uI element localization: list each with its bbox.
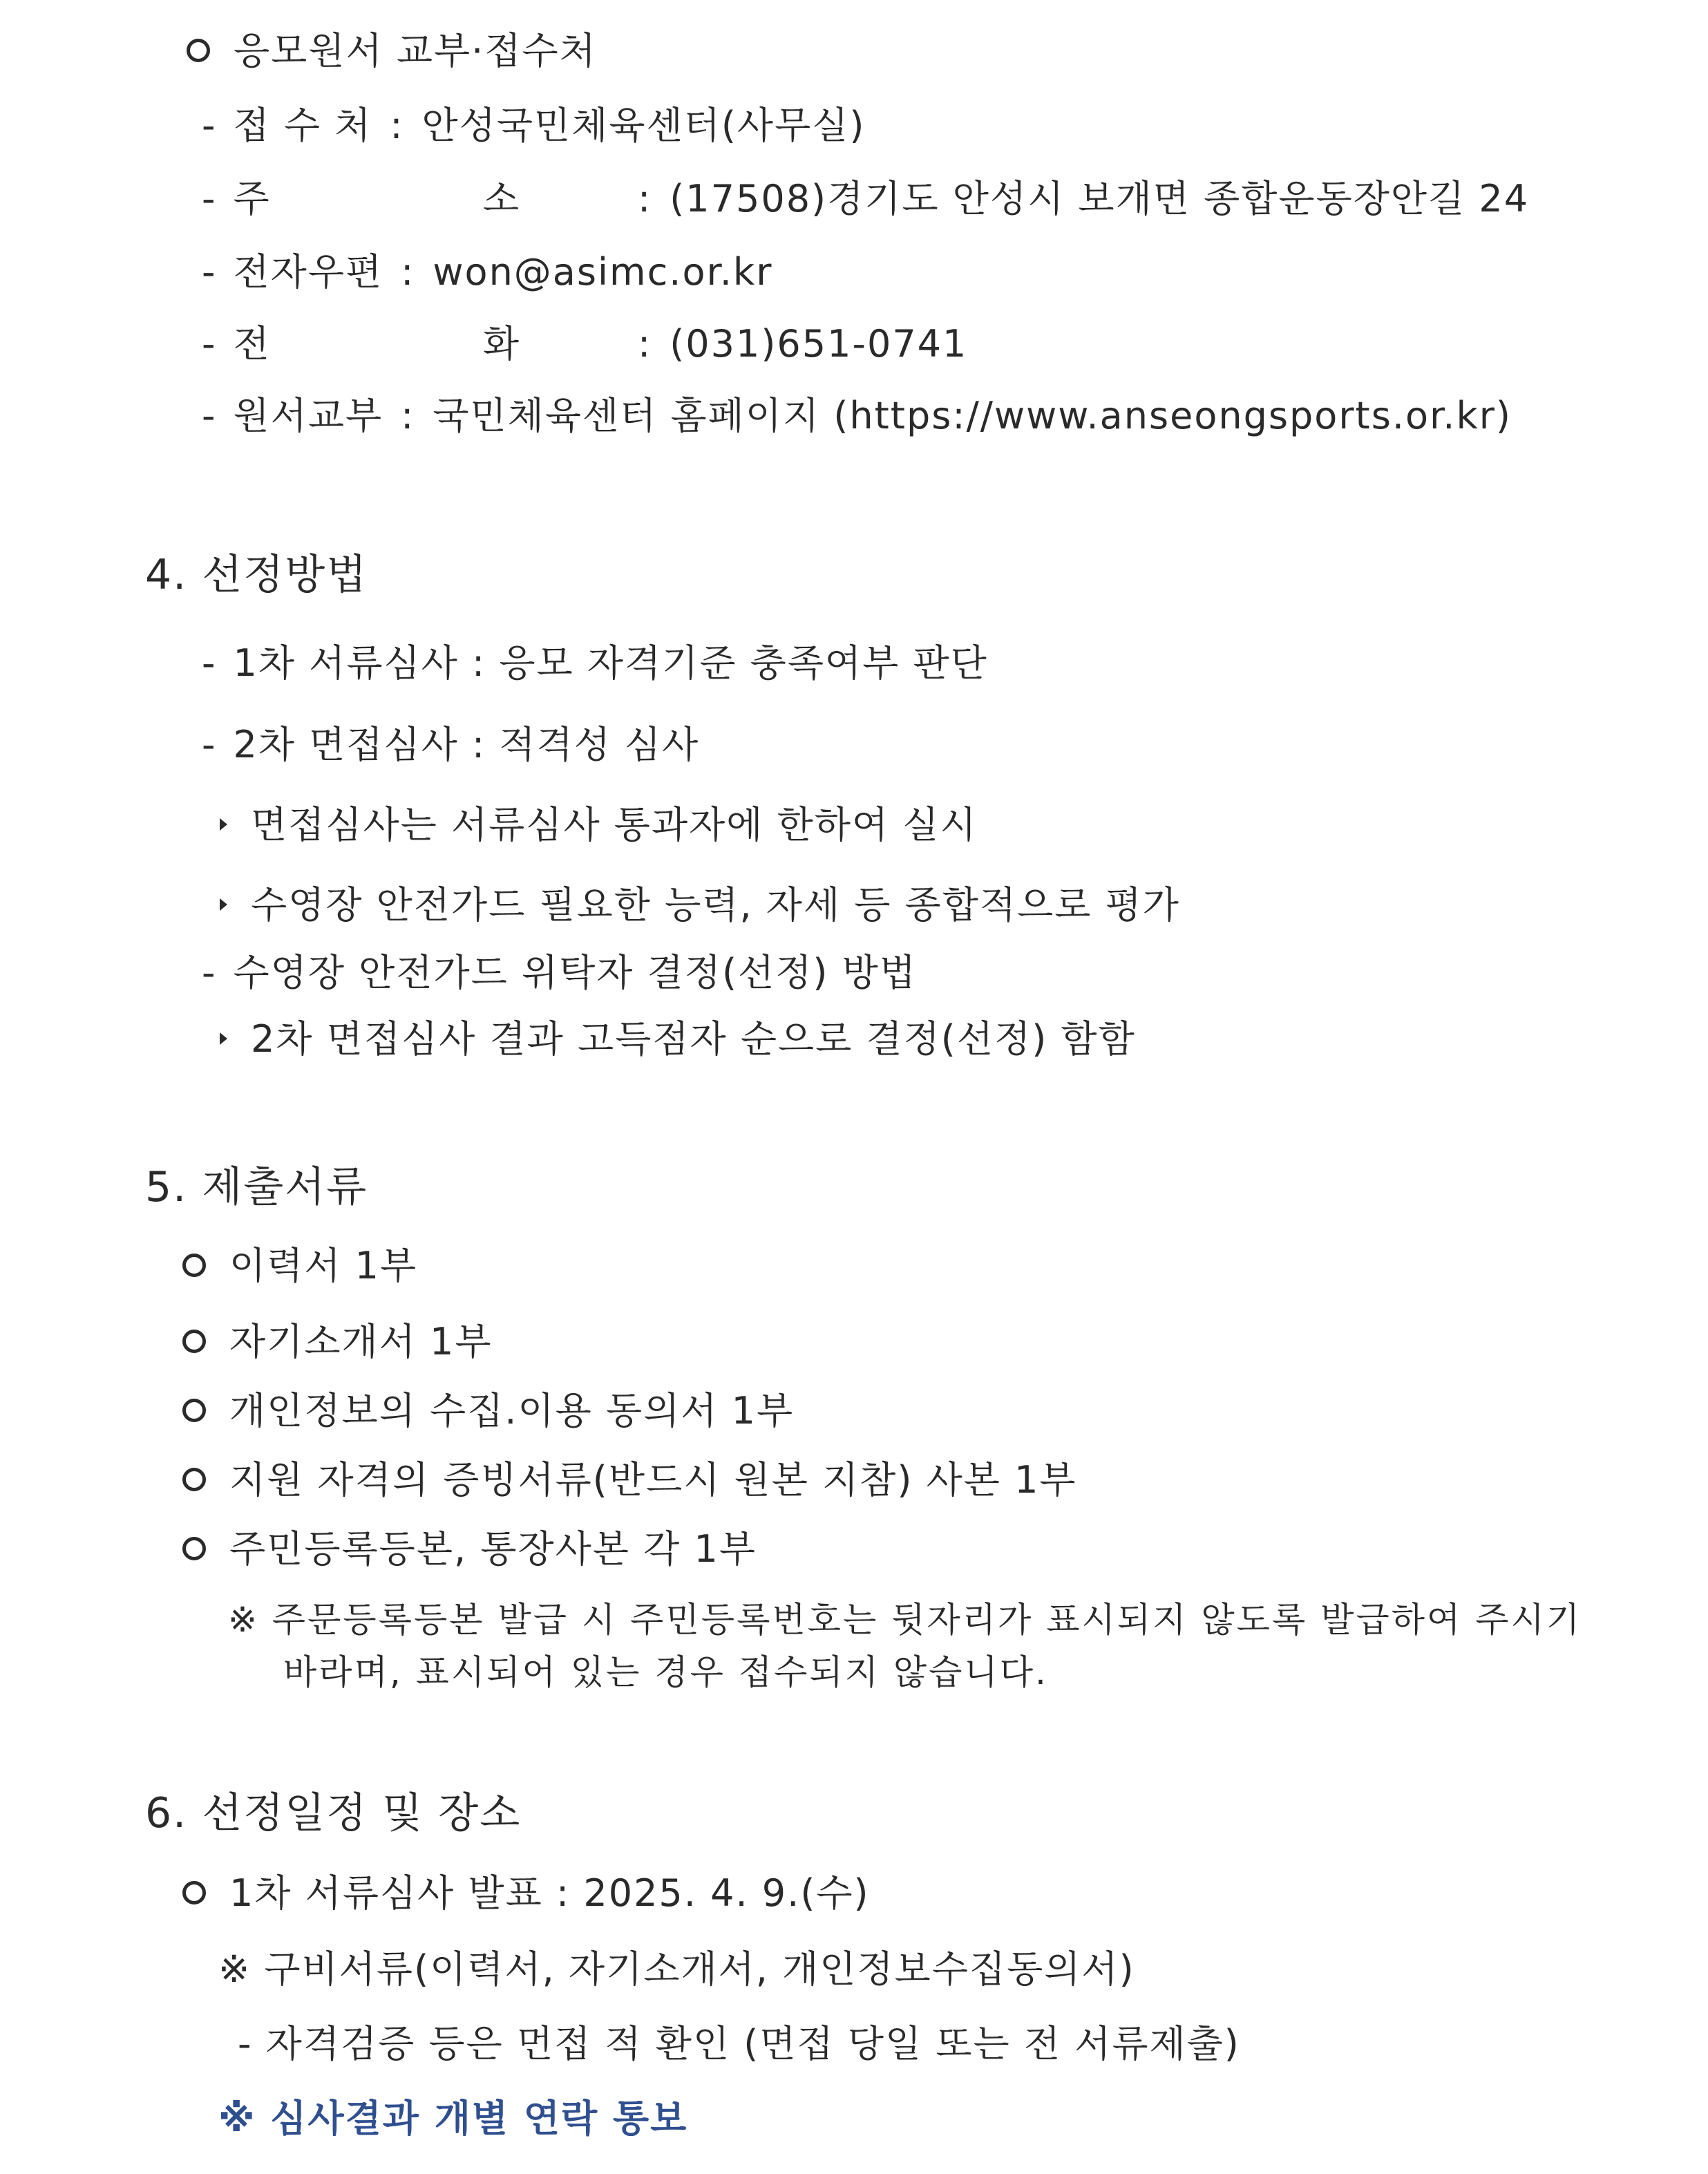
homepage-link[interactable]: 국민체육센터 홈페이지 (https://www.anseongsports.or.kr) [433, 394, 1512, 437]
contact-row-phone [202, 322, 967, 366]
application-location-item [187, 29, 597, 73]
triangle-bullet-icon [220, 898, 227, 911]
application-location-title: 응모원서 교부·접수처 [234, 29, 597, 73]
selection-step-text: 수영장 안전가드 위탁자 결정(선정) 방법 [233, 951, 917, 994]
selection-step-text: 1차 서류심사 : 응모 자격기준 충족여부 판단 [233, 641, 988, 685]
selection-sub-bullet-1 [220, 803, 978, 847]
result-notification-note: ※ 심사결과 개별 연락 통보 [218, 2097, 688, 2140]
colon-separator: : [401, 394, 415, 437]
dash-bullet: - [202, 177, 217, 220]
circle-bullet-icon [187, 39, 210, 62]
schedule-note-documents: ※ 구비서류(이력서, 자기소개서, 개인정보수집동의서) [218, 1947, 1135, 1991]
dash-bullet: - [202, 394, 217, 437]
document-item-text: 이력서 1부 [229, 1244, 418, 1287]
circle-bullet-icon [182, 1537, 206, 1560]
dash-bullet: - [202, 250, 217, 294]
dash-bullet: - [202, 104, 217, 147]
circle-bullet-icon [182, 1399, 206, 1422]
dash-bullet: - [202, 322, 217, 366]
selection-step-1 [202, 641, 988, 686]
triangle-bullet-icon [220, 818, 227, 831]
circle-bullet-icon [182, 1468, 206, 1491]
selection-decision-method [202, 951, 917, 995]
contact-label: 전자우편 [233, 250, 383, 294]
schedule-note-verification: - 자격검증 등은 먼접 적 환인 (면접 당일 또는 전 서류제출) [238, 2022, 1240, 2066]
contact-row-homepage [202, 394, 1512, 438]
contact-value: (031)651-0741 [670, 322, 968, 366]
document-item-text: 자기소개서 1부 [229, 1320, 493, 1363]
contact-row-email [202, 250, 772, 294]
colon-separator: : [638, 322, 652, 366]
email-link[interactable]: won@asimc.or.kr [433, 250, 773, 294]
contact-row-address [202, 177, 1529, 221]
dash-bullet: - [202, 951, 217, 994]
sub-bullet-text: 면접심사는 서류심사 통과자에 한하여 실시 [251, 803, 978, 847]
document-item [182, 1244, 417, 1288]
contact-value: 안성국민체육센터(사무실) [421, 104, 866, 147]
section-heading-documents: 5. 제출서류 [145, 1163, 368, 1211]
contact-label: 주 소 [233, 177, 620, 220]
document-item [182, 1320, 493, 1364]
contact-label: 원서교부 [233, 394, 383, 437]
circle-bullet-icon [182, 1330, 206, 1353]
schedule-item [182, 1871, 870, 1916]
dash-bullet: - [202, 723, 217, 766]
sub-bullet-text: 수영장 안전가드 필요한 능력, 자세 등 종합적으로 평가 [251, 883, 1180, 927]
document-note-line-1: ※ 주문등록등본 발급 시 주민등록번호는 뒷자리가 표시되지 않도록 발급하여 주시기 [228, 1600, 1582, 1640]
colon-separator: : [390, 104, 404, 147]
sub-bullet-text: 2차 면접심사 결과 고득점자 순으로 결정(선정) 함함 [251, 1017, 1136, 1061]
document-item-text: 지원 자격의 증빙서류(반드시 원본 지참) 사본 1부 [229, 1458, 1077, 1502]
selection-step-text: 2차 면접심사 : 적격성 심사 [233, 723, 700, 766]
contact-label: 접 수 처 [233, 104, 372, 147]
contact-label: 전 화 [233, 322, 620, 366]
document-note-line-2: 바라며, 표시되어 있는 경우 접수되지 않습니다. [283, 1652, 1048, 1692]
colon-separator: : [401, 250, 415, 294]
colon-separator: : [638, 177, 652, 220]
section-heading-schedule: 6. 선정일정 및 장소 [145, 1789, 522, 1837]
schedule-item-text: 1차 서류심사 발표 : 2025. 4. 9.(수) [229, 1871, 870, 1915]
document-item [182, 1389, 794, 1433]
selection-sub-bullet-3 [220, 1017, 1136, 1061]
contact-value: (17508)경기도 안성시 보개면 종합운동장안길 24 [670, 177, 1530, 220]
selection-sub-bullet-2 [220, 883, 1180, 927]
circle-bullet-icon [182, 1254, 206, 1277]
document-item-text: 개인정보의 수집.이용 동의서 1부 [229, 1389, 795, 1433]
contact-row-reception [202, 104, 865, 148]
selection-step-2 [202, 723, 699, 767]
document-item-text: 주민등록등본, 통장사본 각 1부 [229, 1527, 757, 1571]
circle-bullet-icon [182, 1881, 206, 1904]
section-heading-selection-method: 4. 선정방법 [145, 551, 368, 599]
triangle-bullet-icon [220, 1032, 227, 1045]
document-item [182, 1527, 757, 1571]
dash-bullet: - [202, 641, 217, 685]
document-item [182, 1458, 1077, 1502]
